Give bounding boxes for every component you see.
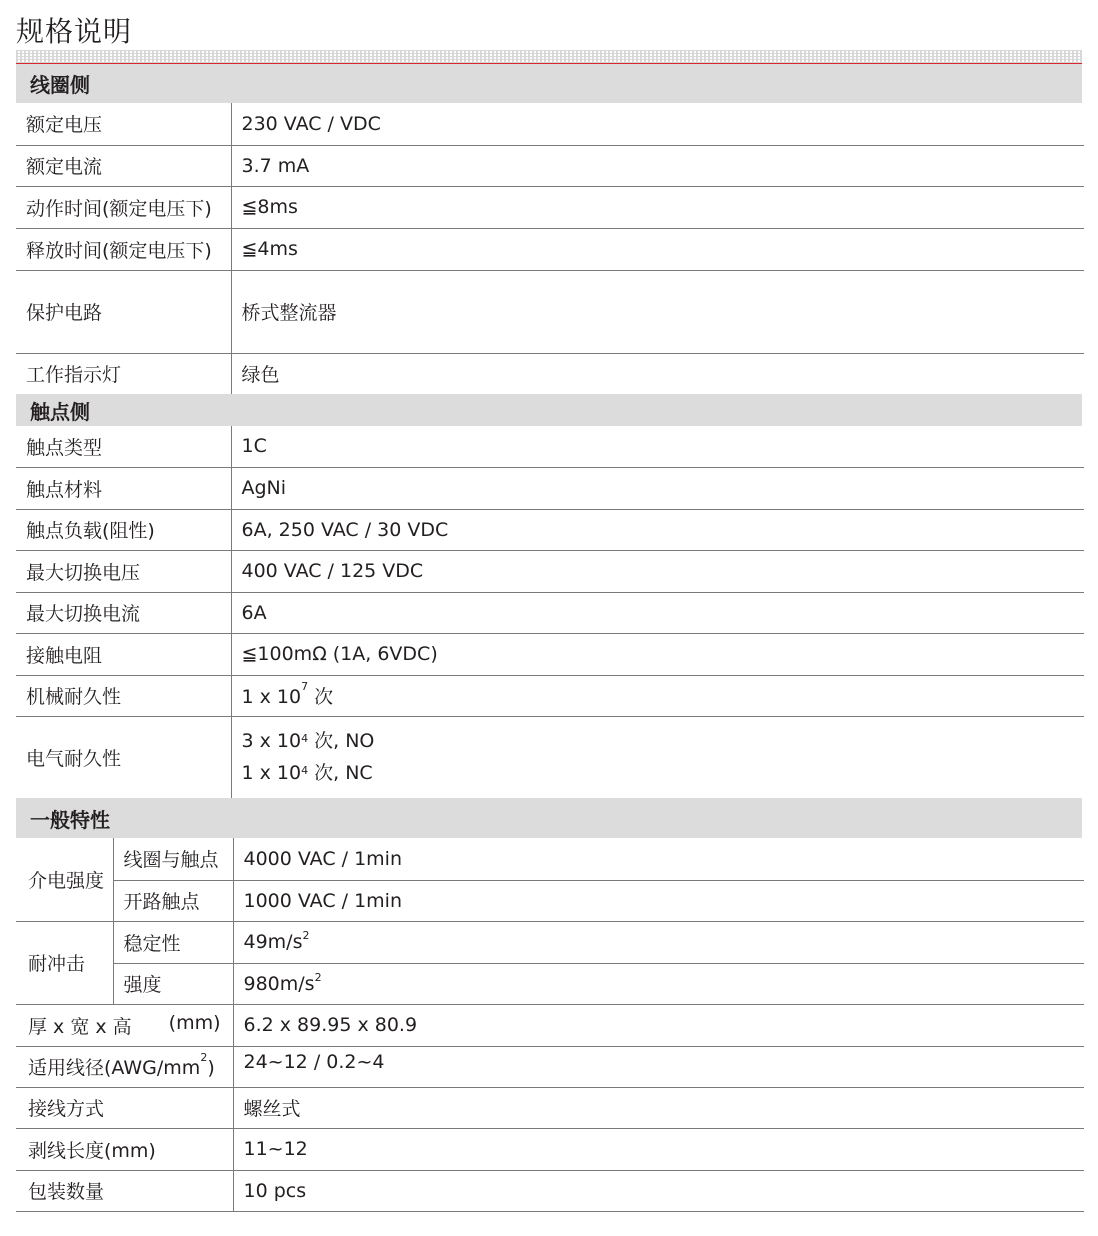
table-row (16, 880, 1084, 921)
spec-value: 24~12 / 0.2~4 (233, 1046, 1084, 1087)
value-base: 1 x 10 (241, 686, 302, 708)
value-base: 1 x 10 (241, 762, 302, 785)
spec-label: 最大切换电压 (16, 550, 231, 592)
dims-unit: (mm) (168, 1011, 221, 1034)
value-exponent: 4 (301, 764, 309, 778)
spec-value: 10 pcs (233, 1170, 1084, 1211)
value-base: 49m/s (243, 931, 303, 953)
table-row (16, 921, 1084, 963)
spec-label: 释放时间(额定电压下) (16, 228, 231, 270)
spec-label (16, 1046, 233, 1087)
spec-value: 230 VAC / VDC (231, 103, 1084, 145)
dims-label: 厚 x 宽 x 高 (28, 1015, 132, 1038)
spec-value (231, 675, 1084, 716)
value-line (242, 725, 1085, 757)
value-unit: 次, NC (308, 762, 373, 785)
spec-value: 绿色 (241, 364, 280, 387)
value-unit: 次, NO (308, 730, 375, 753)
value-line (242, 757, 1085, 789)
label-exponent: 2 (200, 1051, 208, 1064)
table-row (16, 353, 1084, 394)
spec-label: 剥线长度(mm) (16, 1128, 233, 1170)
table-row (16, 963, 1084, 1004)
spec-label: 保护电路 (16, 270, 231, 353)
value-exponent: 2 (314, 970, 322, 984)
spec-label: 触点类型 (16, 426, 231, 467)
spec-value (233, 963, 1084, 1004)
spec-label: 电气耐久性 (16, 716, 231, 798)
table-row (16, 186, 1084, 228)
spec-label: 额定电压 (16, 103, 231, 145)
spec-sublabel: 线圈与触点 (113, 838, 233, 880)
spec-sublabel: 开路触点 (113, 880, 233, 921)
table-row (16, 509, 1084, 550)
spec-sublabel: 强度 (113, 963, 233, 1004)
spec-label: 接线方式 (16, 1087, 233, 1128)
table-row (16, 228, 1084, 270)
table-row (16, 1004, 1084, 1046)
spec-value: ≦4ms (231, 228, 1084, 270)
coil-spec-table (16, 103, 1084, 394)
spec-value: 11~12 (233, 1128, 1084, 1170)
label-close: ) (207, 1057, 215, 1079)
spec-label: 触点负载(阻性) (16, 509, 231, 550)
table-row (16, 426, 1084, 467)
spec-label: 额定电流 (16, 145, 231, 186)
spec-label (16, 1004, 233, 1046)
table-row (16, 633, 1084, 675)
spec-value: 4000 VAC / 1min (233, 838, 1084, 880)
spec-label: 包装数量 (16, 1170, 233, 1211)
table-row (16, 1087, 1084, 1128)
spec-label: 触点材料 (16, 467, 231, 509)
section-heading-contact: 触点侧 (16, 394, 1082, 426)
page-title: 规格说明 (16, 15, 133, 48)
table-row (16, 550, 1084, 592)
spec-sublabel: 稳定性 (113, 921, 233, 963)
spec-value: 6A, 250 VAC / 30 VDC (231, 509, 1084, 550)
spec-value: 桥式整流器 (231, 270, 1084, 353)
section-heading-coil: 线圈侧 (16, 64, 1082, 103)
value-exponent: 7 (301, 680, 309, 693)
spec-value: 6.2 x 89.95 x 80.9 (233, 1004, 1084, 1046)
spec-value: 6A (231, 592, 1084, 633)
value-base: 980m/s (243, 972, 315, 995)
section-heading-general: 一般特性 (16, 798, 1082, 838)
contact-spec-table (16, 426, 1084, 798)
table-row (16, 838, 1084, 880)
table-row (16, 1046, 1084, 1087)
table-row (16, 270, 1084, 353)
spec-value: 1C (231, 426, 1084, 467)
table-row (16, 467, 1084, 509)
spec-value (233, 921, 1084, 963)
spec-value (231, 716, 1084, 798)
value-base: 3 x 10 (241, 730, 302, 753)
table-row (16, 675, 1084, 716)
spec-label: 工作指示灯 (16, 353, 231, 394)
table-row (16, 145, 1084, 186)
spec-value: ≦100mΩ (1A, 6VDC) (231, 633, 1084, 675)
spec-value: AgNi (231, 467, 1084, 509)
table-row (16, 592, 1084, 633)
spec-label: 耐冲击 (16, 921, 113, 1004)
spec-label: 动作时间(额定电压下) (16, 186, 231, 228)
spec-value: 3.7 mA (231, 145, 1084, 186)
spec-label: 接触电阻 (16, 633, 231, 675)
table-row (16, 1170, 1084, 1211)
label-base: 适用线径(AWG/mm (28, 1057, 201, 1079)
spec-label: 介电强度 (16, 838, 113, 921)
spec-value: 400 VAC / 125 VDC (231, 550, 1084, 592)
value-exponent: 4 (301, 732, 309, 746)
spec-label: 机械耐久性 (16, 675, 231, 716)
spec-value: ≦8ms (231, 186, 1084, 228)
spec-value: 1000 VAC / 1min (233, 880, 1084, 921)
table-row (16, 716, 1084, 798)
value-exponent: 2 (302, 929, 310, 942)
table-row (16, 1128, 1084, 1170)
spec-label: 最大切换电流 (16, 592, 231, 633)
title-divider (16, 50, 1082, 64)
table-row (16, 103, 1084, 145)
spec-value: 螺丝式 (233, 1087, 1084, 1128)
general-spec-table (16, 838, 1084, 1212)
value-unit: 次 (308, 686, 334, 708)
